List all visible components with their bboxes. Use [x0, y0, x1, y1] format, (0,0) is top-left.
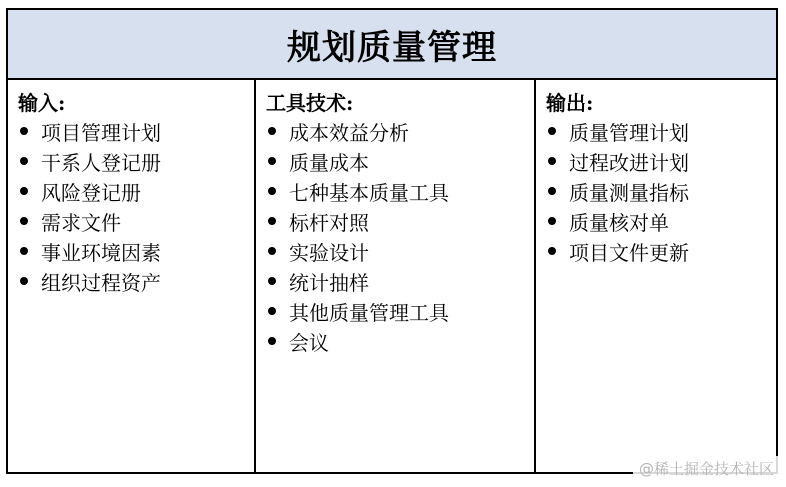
title-bar [8, 10, 776, 80]
bullet-icon [20, 277, 28, 285]
list-item [266, 326, 534, 356]
list-item [18, 206, 254, 236]
list-item-label: 质量管理计划 [569, 120, 689, 145]
list-item-label: 标杆对照 [289, 210, 369, 235]
list-item-label: 会议 [289, 330, 329, 355]
bullet-icon [268, 157, 276, 165]
list-item-label: 实验设计 [289, 240, 369, 265]
bullet-icon [20, 247, 28, 255]
bullet-icon [268, 217, 276, 225]
outputs-heading: 输出: [546, 91, 594, 115]
list-item [546, 146, 776, 176]
list-item [546, 116, 776, 146]
bullet-icon [548, 187, 556, 195]
bullet-icon [268, 277, 276, 285]
list-item-label: 质量测量指标 [569, 180, 689, 205]
bullet-icon [548, 127, 556, 135]
bullet-icon [548, 157, 556, 165]
inputs-column [8, 80, 256, 472]
list-item [266, 296, 534, 326]
bullet-icon [20, 127, 28, 135]
bullet-icon [20, 187, 28, 195]
bullet-icon [548, 247, 556, 255]
list-item-label: 组织过程资产 [41, 270, 161, 295]
bullet-icon [268, 337, 276, 345]
list-item [18, 146, 254, 176]
list-item [266, 206, 534, 236]
list-item-label: 质量成本 [289, 150, 369, 175]
list-item-label: 其他质量管理工具 [289, 300, 449, 325]
watermark: @稀土掘金技术社区 [633, 456, 780, 481]
inputs-list [18, 116, 254, 296]
bullet-icon [268, 247, 276, 255]
bullet-icon [20, 157, 28, 165]
tools-techniques-column [256, 80, 536, 472]
list-item-label: 事业环境因素 [41, 240, 161, 265]
bullet-icon [548, 217, 556, 225]
outputs-list [546, 116, 776, 266]
outputs-column [536, 80, 776, 472]
list-item [18, 266, 254, 296]
list-item [18, 116, 254, 146]
list-item [546, 206, 776, 236]
inputs-heading: 输入: [18, 91, 66, 115]
list-item [18, 236, 254, 266]
list-item [546, 236, 776, 266]
process-diagram [6, 8, 778, 474]
list-item-label: 项目管理计划 [41, 120, 161, 145]
list-item-label: 七种基本质量工具 [289, 180, 449, 205]
list-item-label: 质量核对单 [569, 210, 669, 235]
list-item [266, 116, 534, 146]
list-item [266, 176, 534, 206]
list-item-label: 成本效益分析 [289, 120, 409, 145]
list-item [266, 236, 534, 266]
list-item-label: 风险登记册 [41, 180, 141, 205]
bullet-icon [268, 127, 276, 135]
list-item-label: 需求文件 [41, 210, 121, 235]
bullet-icon [268, 307, 276, 315]
list-item [18, 176, 254, 206]
bullet-icon [20, 217, 28, 225]
list-item [546, 176, 776, 206]
tools-techniques-list [266, 116, 534, 356]
list-item [266, 266, 534, 296]
list-item-label: 项目文件更新 [569, 240, 689, 265]
list-item-label: 过程改进计划 [569, 150, 689, 175]
list-item-label: 干系人登记册 [41, 150, 161, 175]
list-item [266, 146, 534, 176]
bullet-icon [268, 187, 276, 195]
list-item-label: 统计抽样 [289, 270, 369, 295]
tools-techniques-heading: 工具技术: [266, 91, 354, 115]
diagram-title: 规划质量管理 [287, 27, 497, 68]
